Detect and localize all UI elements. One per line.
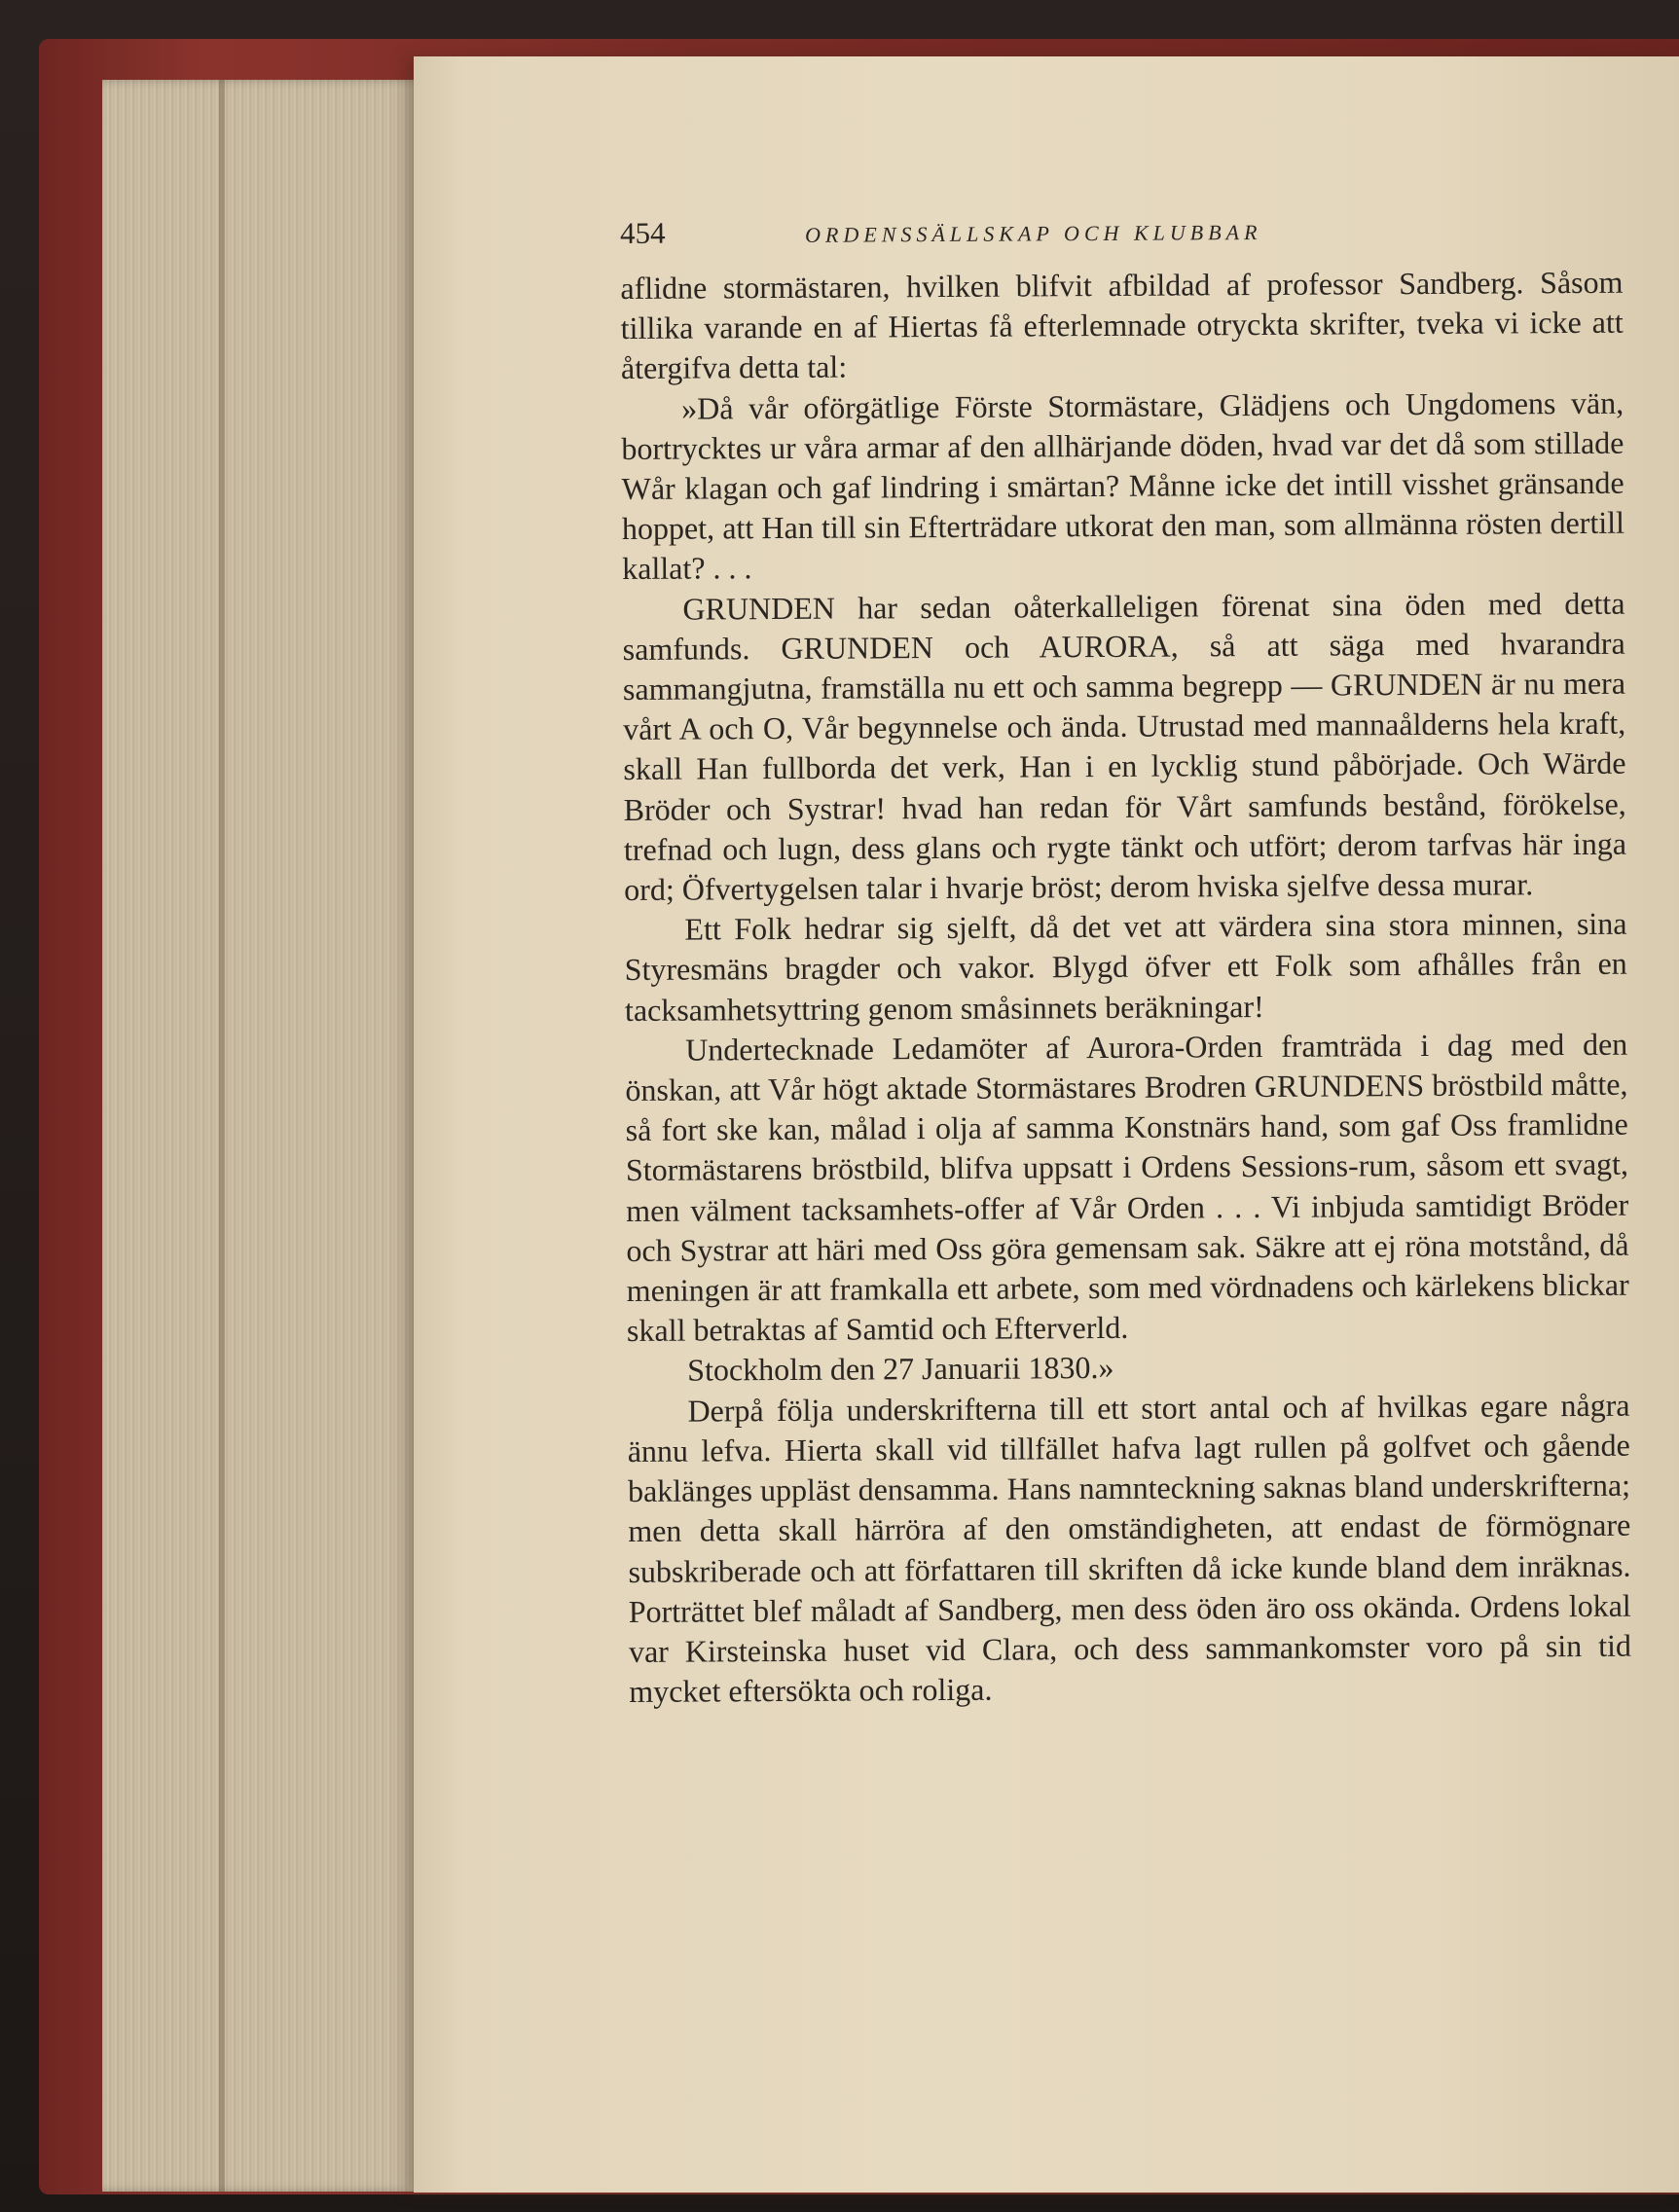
paragraph-5: Undertecknade Ledamöter af Aurora-Orden framträda i dag med den önskan, att Vår högt aktade Stormästares Brodren GRUNDENS bröstbild måtte, så fort ske kan, målad i olja af samma Konstnärs hand, som gaf Oss framlidne Stormästarens bröstbild, blifva uppsatt i Ordens Sessions-rum, såsom ett svagt, men välment tacksamhets-offer af Vår Orden . . . Vi inbjuda samtidigt Bröder och Systrar att häri med Oss göra gemensam sak. Säkre att ej röna motstånd, då meningen är att framkalla ett arbete, som med vördnadens och kärlekens blickar skall betraktas af Samtid och Efterverld.: [625, 1026, 1629, 1349]
running-head: [620, 210, 1623, 261]
page-number: 454: [620, 215, 666, 250]
paragraph-4: Ett Folk hedrar sig sjelft, då det vet att värdera sina stora minnen, sina Styresmäns bragder och vakor. Blygd öfver ett Folk som afhålles från en tacksamhetsyttring genom småsinnets beräkningar!: [624, 905, 1627, 1028]
dateline: Stockholm den 27 Januarii 1830.»: [687, 1350, 1114, 1389]
paragraph-6: Derpå följa underskrifterna till ett stort antal och af hvilkas egare några ännu lefva. Hierta skall vid tillfället hafva lagt rullen på golfvet och gående baklänges uppläst densamma. Hans namnteckning saknas bland underskrifterna; men detta skall härröra af den omständigheten, att endast de förmögnare subskriberade och att författaren till skriften då icke kunde bland dem inräknas. Porträttet blef måladt af Sandberg, men dess öden äro oss okända. Ordens lokal var Kirsteinska huset vid Clara, och dess sammankomster voro på sin tid mycket eftersökta och roliga.: [627, 1387, 1632, 1710]
paragraph-3: GRUNDEN har sedan oåterkalleligen förenat sina öden med detta samfunds. GRUNDEN och AURORA, så att säga med hvarandra sammangjutna, framställa nu ett och samma begrepp — GRUNDEN är nu mera vårt A och O, Vår begynnelse och ända. Utrustad med mannaålderns hela kraft, skall Han fullborda det verk, Han i en lycklig stund påbörjade. Och Wärde Bröder och Systrar! hvad han redan för Vårt samfunds bestånd, förökelse, trefnad och lugn, dess glans och rygte tänkt och utfört; derom tarfvas här inga ord; Öfvertygelsen talar i hvarje bröst; derom hviska sjelfve dessa murar.: [622, 585, 1627, 908]
page-text-block: [620, 210, 1631, 1713]
page-edges: [102, 80, 423, 2192]
paragraph-1: aflidne stormästaren, hvilken blifvit afbildad af professor Sandberg. Såsom tillika varande en af Hiertas få efterlemnade otryckta skrifter, tveka vi icke att återgifva detta tal:: [620, 264, 1624, 386]
running-head-title: ORDENSSÄLLSKAP OCH KLUBBAR: [805, 219, 1262, 247]
paragraph-2: »Då vår oförgätlige Förste Stormästare, Glädjens och Ungdomens vän, bortrycktes ur våra armar af den allhärjande döden, hvad var det då som stillade Wår klagan och gaf lindring i smärtan? Månne icke det intill visshet gränsande hoppet, att Han till sin Efterträdare utkorat den man, som allmänna rösten dertill kallat? . . .: [621, 384, 1625, 587]
